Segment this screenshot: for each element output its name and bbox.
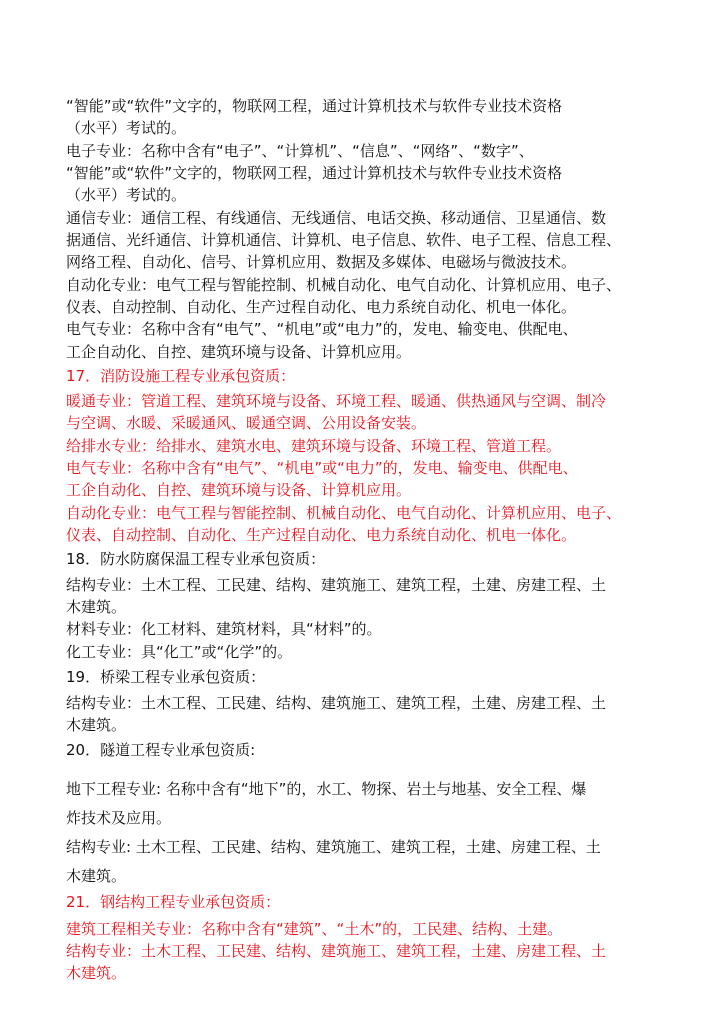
text-line: 工企自动化、自控、建筑环境与设备、计算机应用。 <box>66 343 412 361</box>
text-line: 电子专业：名称中含有“电子”、“计算机”、“信息”、“网络”、“数字”、 <box>66 142 534 160</box>
text-line: 通信专业：通信工程、有线通信、无线通信、电话交换、移动通信、卫星通信、数 <box>66 209 607 227</box>
text-line: 仪表、自动控制、自动化、生产过程自动化、电力系统自动化、机电一体化。 <box>66 298 577 316</box>
text-line: （水平）考试的。 <box>66 186 187 204</box>
text-line: 网络工程、自动化、信号、计算机应用、数据及多媒体、电磁场与微波技术。 <box>66 253 577 271</box>
text-line: 暖通专业：管道工程、建筑环境与设备、环境工程、暖通、供热通风与空调、制冷 <box>66 392 607 410</box>
text-line: 木建筑。 <box>66 867 127 885</box>
text-line: 据通信、光纤通信、计算机通信、计算机、电子信息、软件、电子工程、信息工程、 <box>66 231 622 249</box>
text-line: “智能”或“软件”文字的，物联网工程，通过计算机技术与软件专业技术资格 <box>66 164 563 182</box>
text-line: 电气专业：名称中含有“电气”、“机电”或“电力”的，发电、输变电、供配电、 <box>66 459 578 477</box>
section-heading: 19．桥梁工程专业承包资质： <box>66 668 266 686</box>
section-heading: 17．消防设施工程专业承包资质： <box>66 367 296 385</box>
text-line: 材料专业：化工材料、建筑材料，具“材料”的。 <box>66 620 382 638</box>
text-line: 结构专业：土木工程、工民建、结构、建筑施工、建筑工程，土建、房建工程、土 <box>66 694 607 712</box>
text-line: 地下工程专业: 名称中含有“地下”的，水工、物探、岩土与地基、安全工程、爆 <box>66 780 587 798</box>
section-heading: 18．防水防腐保温工程专业承包资质： <box>66 550 326 568</box>
text-line: （水平）考试的。 <box>66 119 187 137</box>
section-heading: 20．隧道工程专业承包资质: <box>66 741 256 759</box>
text-line: 结构专业: 土木工程、工民建、结构、建筑施工、建筑工程，土建、房建工程、土 <box>66 838 601 856</box>
text-line: 工企自动化、自控、建筑环境与设备、计算机应用。 <box>66 481 412 499</box>
text-line: 自动化专业：电气工程与智能控制、机械自动化、电气自动化、计算机应用、电子、 <box>66 276 622 294</box>
text-line: 给排水专业：给排水、建筑水电、建筑环境与设备、环境工程、管道工程。 <box>66 437 562 455</box>
text-line: 电气专业：名称中含有“电气”、“机电”或“电力”的，发电、输变电、供配电、 <box>66 320 578 338</box>
section-heading: 21．钢结构工程专业承包资质： <box>66 893 281 911</box>
text-line: 木建筑。 <box>66 716 127 734</box>
text-line: 与空调、水暖、采暖通风、暖通空调、公用设备安装。 <box>66 414 427 432</box>
text-line: 自动化专业：电气工程与智能控制、机械自动化、电气自动化、计算机应用、电子、 <box>66 504 622 522</box>
text-line: 木建筑。 <box>66 964 127 982</box>
text-line: 化工专业：具“化工”或“化学”的。 <box>66 643 293 661</box>
text-line: 结构专业：土木工程、工民建、结构、建筑施工、建筑工程，土建、房建工程、土 <box>66 576 607 594</box>
text-line: “智能”或“软件”文字的，物联网工程，通过计算机技术与软件专业技术资格 <box>66 97 563 115</box>
text-line: 炸技术及应用。 <box>66 809 172 827</box>
text-line: 仪表、自动控制、自动化、生产过程自动化、电力系统自动化、机电一体化。 <box>66 526 577 544</box>
text-line: 结构专业：土木工程、工民建、结构、建筑施工、建筑工程，土建、房建工程、土 <box>66 942 607 960</box>
text-line: 木建筑。 <box>66 598 127 616</box>
text-line: 建筑工程相关专业：名称中含有“建筑”、“土木”的，工民建、结构、土建。 <box>66 920 563 938</box>
